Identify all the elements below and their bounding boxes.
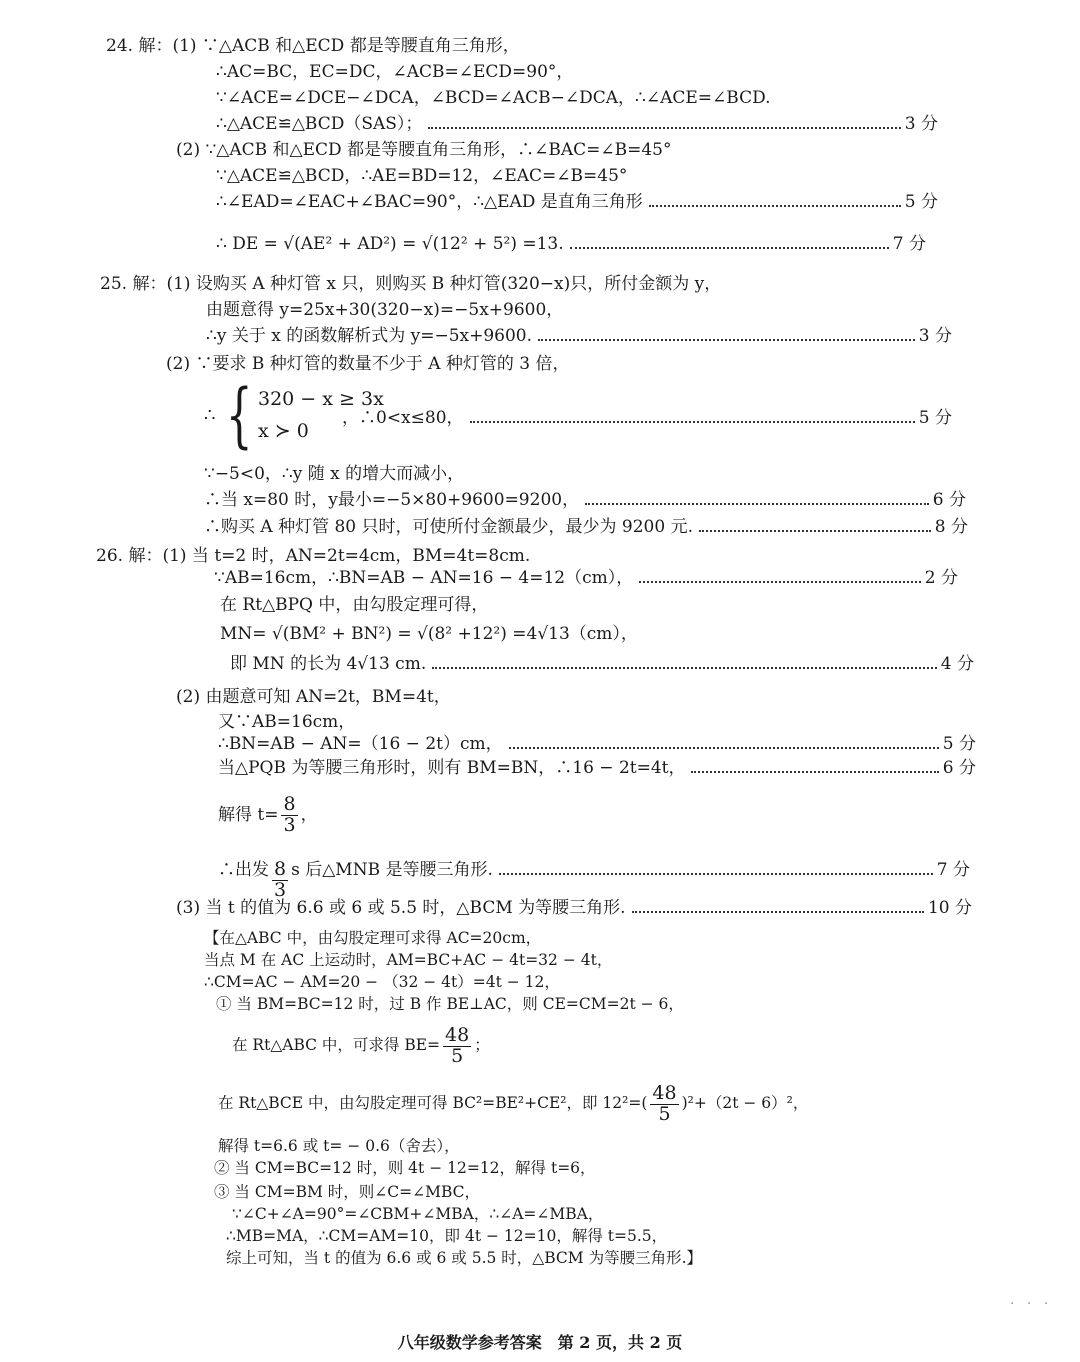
q24-line-8-text: ∴ DE = √(AE² + AD²) = √(12² + 5²) =13. (216, 234, 564, 254)
fraction-8-over-3 (281, 795, 297, 836)
q26-line-9-text: 当△PQB 为等腰三角形时，则有 BM=BN，∴16 − 2t=4t， (218, 758, 686, 778)
leader-dots (639, 581, 921, 583)
q24-line-5: (2) ∵△ACB 和△ECD 都是等腰直角三角形，∴∠BAC=∠B=45° (176, 140, 672, 160)
q24-line-4 (216, 112, 938, 136)
q25-line-3 (206, 324, 952, 348)
score-5: 5 分 (904, 192, 938, 212)
note-line-1: 【在△ABC 中，由勾股定理可求得 AC=20cm， (204, 929, 542, 947)
numerator: 48 (652, 1081, 677, 1104)
denominator: 5 (451, 1044, 464, 1067)
q26-line-6: (2) 由题意可知 AN=2t，BM=4t， (176, 687, 451, 707)
q25-line-7-text: ∴购买 A 种灯管 80 只时，可使所付金额最少，最少为 9200 元. (204, 517, 693, 537)
leader-dots (649, 205, 901, 207)
q26-line-7: 又∵AB=16cm， (218, 712, 356, 732)
system-row-1: 320 − x ≥ 3x (258, 388, 384, 410)
note-line-12: 综上可知，当 t 的值为 6.6 或 6 或 5.5 时，△BCM 为等腰三角形.】 (226, 1249, 702, 1267)
q24-line-1: 24. 解：(1) ∵△ACB 和△ECD 都是等腰直角三角形， (106, 36, 520, 56)
q26-line-1: 26. 解：(1) 当 t=2 时，AN=2t=4cm，BM=4t=8cm. (96, 546, 531, 566)
system-row-2: x ≻ 0 (258, 420, 309, 442)
score-3: 3 分 (904, 114, 938, 134)
note-line-8: ② 当 CM=BC=12 时，则 4t − 12=12，解得 t=6， (214, 1159, 596, 1177)
q26-line-2-text: ∵AB=16cm，∴BN=AB − AN=16 − 4=12（cm）， (214, 568, 634, 588)
scan-speckle: · · · (1010, 1296, 1053, 1312)
leader-dots (432, 667, 937, 669)
leader-dots (499, 873, 933, 875)
q26-line-12 (176, 896, 972, 920)
note-line-2: 当点 M 在 AC 上运动时，AM=BC+AC − 4t=32 − 4t， (204, 951, 613, 969)
q26-line-12-text: (3) 当 t 的值为 6.6 或 6 或 5.5 时，△BCM 为等腰三角形. (176, 898, 626, 918)
leader-dots (699, 530, 931, 532)
q24-line-4-text: ∴△ACE≌△BCD（SAS）； (216, 114, 423, 134)
leader-dots (632, 911, 924, 913)
score-2: 2 分 (924, 568, 958, 588)
q25-line-6 (204, 488, 966, 512)
q26-line-3: 在 Rt△BPQ 中，由勾股定理可得， (220, 595, 489, 615)
q26-line-2 (214, 566, 958, 590)
note-line-6-pre: 在 Rt△BCE 中，由勾股定理可得 BC²=BE²+CE²，即 12²=( (218, 1094, 648, 1112)
numerator: 8 (274, 858, 287, 880)
q25-line-7 (204, 515, 968, 539)
fraction-48-over-5 (650, 1081, 678, 1125)
leader-dots (691, 771, 938, 773)
q25-line-3-text: ∴y 关于 x 的函数解析式为 y=−5x+9600. (206, 326, 533, 346)
leader-dots (509, 747, 939, 749)
leader-dots (585, 503, 929, 505)
q26-line-9 (218, 756, 976, 780)
q26-line-5 (230, 652, 974, 676)
note-line-5-post: ； (474, 1036, 490, 1054)
q26-line-10 (218, 790, 318, 840)
note-line-11: ∴MB=MA，∴CM=AM=10，即 4t − 12=10，解得 t=5.5， (226, 1227, 668, 1245)
q26-line-8-text: ∴BN=AB − AN=（16 − 2t）cm， (218, 734, 503, 754)
q26-line-5-text: 即 MN 的长为 4√13 cm. (230, 654, 427, 674)
leader-dots (470, 421, 915, 423)
q26-line-8 (218, 732, 976, 756)
score-7: 7 分 (936, 860, 970, 880)
denominator: 5 (658, 1102, 671, 1125)
note-line-9: ③ 当 CM=BM 时，则∠C=∠MBC， (214, 1183, 480, 1201)
note-line-3: ∴CM=AC − AM=20 − （32 − 4t）=4t − 12， (204, 973, 560, 991)
q26-line-11 (218, 845, 970, 901)
score-3: 3 分 (918, 326, 952, 346)
fraction-48-over-5 (443, 1023, 471, 1067)
score-7: 7 分 (892, 234, 926, 254)
note-line-6-post: )²+（2t − 6）²， (681, 1094, 809, 1112)
q26-line-11-text: s 后△MNB 是等腰三角形. (291, 860, 493, 880)
q24-line-6: ∵△ACE≌△BCD，∴AE=BD=12，∠EAC=∠B=45° (216, 166, 628, 186)
q25-line-6-text: ∴当 x=80 时，y最小=−5×80+9600=9200， (204, 490, 580, 510)
denominator: 3 (274, 878, 287, 901)
score-5: 5 分 (942, 734, 976, 754)
q25-system-result (342, 406, 952, 430)
q25-line-5: ∵−5<0，∴y 随 x 的增大而减小， (204, 464, 465, 484)
q26-line-10-post: ， (300, 805, 318, 825)
q24-line-3: ∵∠ACE=∠DCE−∠DCA，∠BCD=∠ACB−∠DCA，∴∠ACE=∠BCD. (216, 88, 771, 108)
leader-dots (428, 127, 900, 129)
therefore-sign: ∴ (204, 404, 216, 426)
note-line-7: 解得 t=6.6 或 t= − 0.6（舍去）， (218, 1137, 460, 1155)
score-6: 6 分 (932, 490, 966, 510)
page-footer: 八年级数学参考答案 第 2 页，共 2 页 (397, 1333, 683, 1352)
leader-dots (538, 339, 915, 341)
q24-line-7 (216, 190, 938, 214)
leader-dots (570, 247, 889, 249)
fraction-8-over-3 (272, 860, 288, 901)
numerator: 48 (445, 1023, 470, 1046)
score-6: 6 分 (942, 758, 976, 778)
q25-line-1: 25. 解：(1) 设购买 A 种灯管 x 只，则购买 B 种灯管(320−x)只，所付金额为 y， (100, 274, 722, 294)
note-line-5 (232, 1020, 490, 1070)
q25-system-result-text: ，∴0<x≤80， (342, 408, 464, 428)
score-10: 10 分 (927, 898, 972, 918)
note-line-5-pre: 在 Rt△ABC 中，可求得 BE= (232, 1036, 441, 1054)
q26-line-11-pre: ∴出发 (218, 860, 269, 880)
score-5: 5 分 (918, 408, 952, 428)
q24-line-2: ∴AC=BC，EC=DC，∠ACB=∠ECD=90°， (216, 62, 574, 82)
left-brace: { (226, 374, 254, 456)
q25-line-2: 由题意得 y=25x+30(320−x)=−5x+9600， (206, 300, 564, 320)
note-line-6 (218, 1078, 808, 1128)
note-line-10: ∵∠C+∠A=90°=∠CBM+∠MBA，∴∠A=∠MBA， (232, 1205, 604, 1223)
numerator: 8 (283, 793, 296, 816)
score-8: 8 分 (934, 517, 968, 537)
q24-line-7-text: ∴∠EAD=∠EAC+∠BAC=90°，∴△EAD 是直角三角形 (216, 192, 643, 212)
q25-line-4: (2) ∵要求 B 种灯管的数量不少于 A 种灯管的 3 倍， (166, 354, 570, 374)
score-4: 4 分 (940, 654, 974, 674)
note-line-4: ① 当 BM=BC=12 时，过 B 作 BE⊥AC，则 CE=CM=2t − 6， (216, 995, 684, 1013)
q26-line-4: MN= √(BM² + BN²) = √(8² +12²) =4√13（cm）， (220, 624, 638, 644)
denominator: 3 (283, 814, 296, 836)
q24-line-8 (216, 232, 926, 256)
q26-line-10-pre: 解得 t= (218, 805, 279, 825)
